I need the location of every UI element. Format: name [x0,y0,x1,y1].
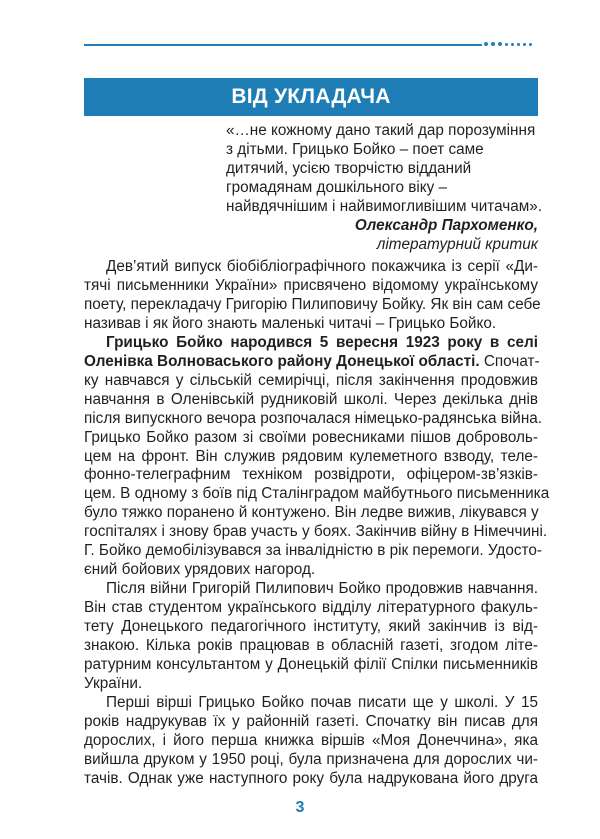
text-line [84,258,538,277]
epigraph-line: найвдячнішим і найвимогливішим читачам». [226,198,542,215]
text-line [84,542,542,561]
epigraph-line: дитячий, усією творчістю відданий [226,160,472,177]
text-line [84,713,538,732]
text-segment: Г. Бойко демобілізувався за інвалідністю в рік перемоги. Удосто- [84,542,542,560]
text-segment: Після війни Григорій Пилипович Бойко продовжив навчання. [106,580,538,598]
text-line [84,637,538,656]
text-segment: єний бойових урядових нагород. [84,561,316,579]
text-line [84,353,538,372]
text-segment: цем. В одному з боїв під Сталінградом майбутнього письменника [84,485,550,503]
text-line [84,448,538,467]
text-segment: після випускного вечора розпочалася німецько-радянська війна. [84,409,543,427]
text-segment: знакою. Кілька років працював в обласній газеті, згодом літе- [84,637,538,655]
epigraph-author-role: літературний критик [376,236,538,253]
paragraph [84,694,538,789]
text-segment: тачів. Однак уже наступного року була надрукована його друга [84,769,538,787]
bold-text: Оленівка Волноваського району Донецької області. [84,352,480,370]
paragraph [84,333,550,580]
text-line [84,770,538,789]
text-line [84,656,538,675]
section-title: ВІД УКЛАДАЧА [231,85,391,108]
text-segment: навчання в Оленівській рудниковій школі. Через декілька днів [84,390,538,408]
text-line [84,580,538,599]
text-segment: поету, перекладачу Григорію Пилиповичу Бойку. Як він сам себе [84,295,541,313]
epigraph-line: з дітьми. Грицько Бойко – поет саме [226,141,484,158]
page-number: 3 [295,799,305,816]
text-segment: ку навчався у сільській семирічці, після закінчення продовжив [84,371,538,389]
text-segment: називав і як його знають маленькі читачі – Грицько Бойко. [84,314,497,332]
text-segment: тету Донецького педагогічного інституту, який закінчив із від- [84,618,538,636]
text-line [84,523,548,542]
text-line [84,372,538,391]
text-line [84,694,538,713]
bold-text: Грицько Бойко народився 5 вересня 1923 року в селі [106,333,538,351]
text-line [84,485,550,504]
text-segment: ратурним консультантом у Донецькій філії Спілки письменників [84,656,538,674]
body-text [84,258,550,789]
section-banner [84,78,538,116]
text-segment: тячі письменники України» присвячено відомому українському [84,276,538,294]
epigraph-author: Олександр Пархоменко, [354,217,538,234]
text-segment: Спочат- [479,352,540,370]
text-segment: України. [84,674,143,692]
text-segment: Грицько Бойко разом зі своїми ровесниками пішов доброволь- [84,428,538,446]
text-line [84,315,538,334]
text-line [84,732,538,751]
text-line [84,618,538,637]
text-segment: було тяжко поранено й контужено. Він ледве вижив, лікувався у [84,504,539,522]
epigraph-line: громадянам дошкільного віку – [226,179,447,196]
text-line [84,429,538,448]
text-segment: дорослих, і його перша книжка віршів «Моя Донеччина», яка [84,731,538,749]
text-segment: років надрукував їх у районній газеті. Спочатку він писав для [84,712,538,730]
text-line [84,504,538,523]
text-line [84,277,538,296]
paragraph [84,258,541,334]
text-line [84,334,538,353]
text-segment: госпіталях і знову брав участь у боях. Закінчив війну в Німеччині. [84,523,548,541]
header-dots [484,42,532,46]
text-line [84,295,541,315]
text-line [84,599,538,618]
epigraph-line: «…не кожному дано такий дар порозуміння [226,122,536,139]
text-segment: вийшла друком у 1950 році, була призначена для дорослих чи- [84,750,538,768]
text-line [84,391,538,410]
text-segment: Він став студентом українського відділу літературного факуль- [84,599,538,617]
text-segment: Дев’ятий випуск біобібліографічного покажчика із серії «Ди- [106,258,538,275]
epigraph [226,121,542,254]
text-line [84,409,543,429]
text-line [84,466,538,485]
text-line [84,675,538,694]
text-segment: цем на фронт. Він служив рядовим кулеметного взводу, теле- [84,447,538,465]
text-segment: фонно-телеграфним техніком розвідроти, офіцером-зв’язків- [84,466,538,484]
paragraph [84,580,538,694]
text-line [84,751,538,770]
header-rule [84,44,482,46]
text-line [84,561,538,580]
text-segment: Перші вірші Грицько Бойко почав писати ще у школі. У 15 [106,693,538,711]
